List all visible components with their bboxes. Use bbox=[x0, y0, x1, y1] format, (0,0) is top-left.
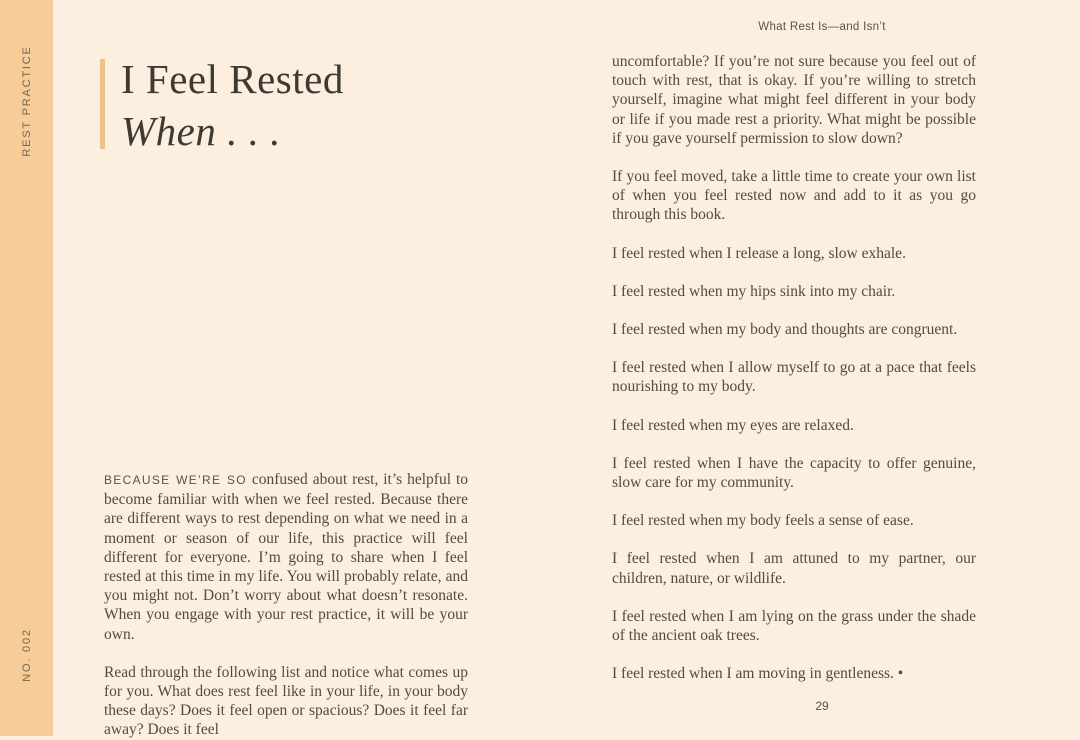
list-item: I feel rested when my body feels a sense of ease. bbox=[612, 512, 914, 530]
chapter-title bbox=[121, 53, 344, 157]
list-item: I feel rested when I am attuned to my partner, our children, nature, or wildlife. bbox=[612, 550, 976, 587]
paragraph-intro-text: confused about rest, it’s helpful to become familiar with when we feel rested. Because there are different ways to rest depending on what we need in a moment or season of our life, this practice will feel different for everyone. I’m going to share when I feel rested at this time in my life. You will probably relate, and you might not. Don’t worry about what doesn’t resonate. When you engage with your rest practice, it will be your own. bbox=[104, 471, 468, 643]
chapter-title-block bbox=[100, 53, 344, 157]
title-line-1: I Feel Rested bbox=[121, 56, 344, 102]
paragraph: If you feel moved, take a little time to create your own list of when you feel rested now and add to it as you go through this book. bbox=[612, 168, 976, 224]
paragraph: Read through the following list and notice what comes up for you. What does rest feel like in your life, in your body these days? Does it feel open or spacious? Does it feel far away? Does it feel bbox=[104, 663, 468, 739]
list-item: I feel rested when I am lying on the grass under the shade of the ancient oak trees. bbox=[612, 607, 976, 645]
list-item: I feel rested when my body and thoughts are congruent. bbox=[612, 321, 958, 339]
lead-in-caps: BECAUSE WE’RE SO bbox=[104, 473, 247, 487]
sidebar-label-number: NO. 002 bbox=[20, 628, 33, 682]
list-item: I feel rested when I am moving in gentleness. • bbox=[612, 665, 904, 683]
sidebar bbox=[0, 0, 53, 736]
title-line-2: When . . . bbox=[121, 108, 281, 154]
page-number: 29 bbox=[815, 699, 829, 713]
list-item: I feel rested when I have the capacity to offer genuine, slow care for my community. bbox=[612, 454, 976, 492]
paragraph: uncomfortable? If you’re not sure because you feel out of touch with rest, that is okay. If you’re willing to stretch yourself, imagine what might feel different in your body or life if you made rest a priority. What might be possible if you gave yourself permission to slow down? bbox=[612, 53, 976, 147]
paragraph-intro bbox=[104, 470, 468, 644]
list-item: I feel rested when my eyes are relaxed. bbox=[612, 416, 854, 434]
list-item: I feel rested when my hips sink into my chair. bbox=[612, 282, 896, 300]
running-header: What Rest Is—and Isn’t bbox=[758, 21, 886, 33]
title-accent-bar bbox=[100, 59, 105, 149]
left-text-column bbox=[104, 470, 468, 740]
list-item: I feel rested when I release a long, slow exhale. bbox=[612, 244, 906, 262]
right-text-column bbox=[612, 52, 976, 683]
sidebar-label-rest-practice: REST PRACTICE bbox=[20, 45, 33, 157]
list-item: I feel rested when I allow myself to go at a pace that feels nourishing to my body. bbox=[612, 359, 976, 396]
